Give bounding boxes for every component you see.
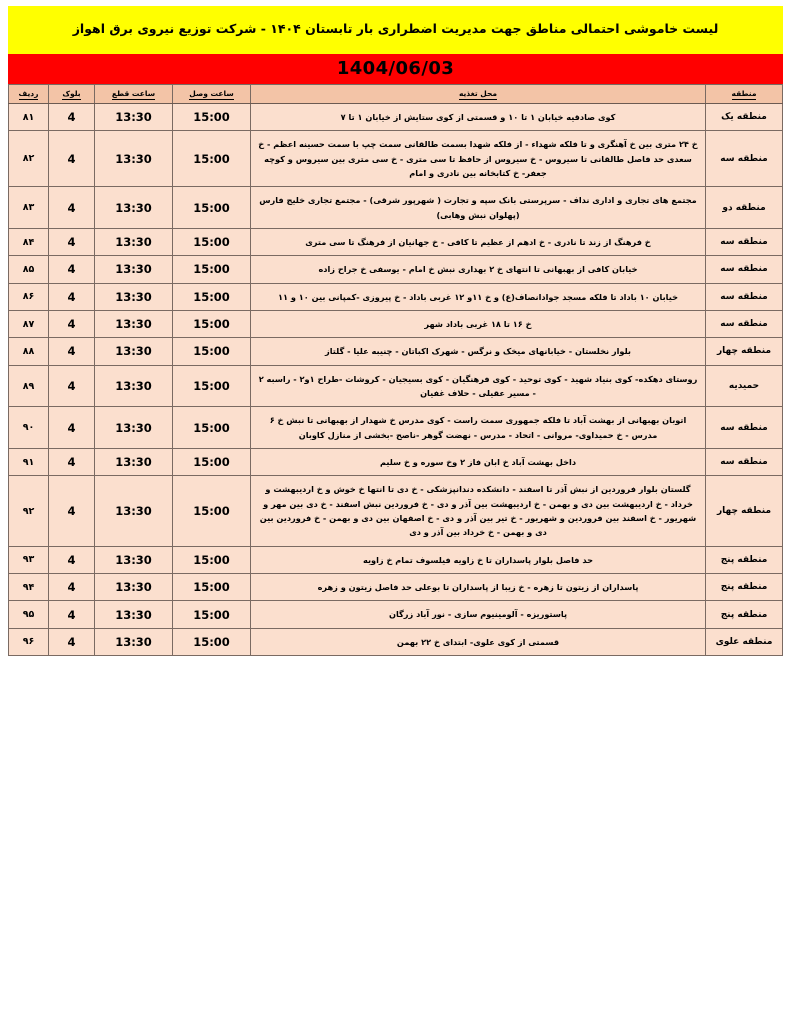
cell-on-time: 15:00 (173, 338, 251, 365)
cell-on-time: 15:00 (173, 131, 251, 187)
cell-row-number: ۸۱ (9, 103, 49, 130)
cell-block: 4 (49, 338, 95, 365)
table-row (9, 365, 783, 407)
cell-region: منطقه چهار (706, 338, 783, 365)
cell-row-number: ۸۷ (9, 310, 49, 337)
cell-feed: روستای دهکده- کوی بنیاد شهید - کوی توحید - کوی فرهنگیان - کوی بسیجیان - کروشات -طراح ۱و۲ - راسبه ۲ - مسیر عقیلی - حلاف غفیان (251, 365, 706, 407)
cell-region: منطقه سه (706, 131, 783, 187)
cell-block: 4 (49, 546, 95, 573)
cell-feed: خ فرهنگ از زند تا نادری - خ ادهم از عظیم تا کافی - خ جهانیان از فرهنگ تا سی متری (251, 228, 706, 255)
cell-row-number: ۹۳ (9, 546, 49, 573)
cell-feed: مجتمع های تجاری و اداری نداف - سرپرستی بانک سپه و تجارت ( شهرپور شرقی) - مجتمع تجاری خلیج فارس (پهلوان نبش وهابی) (251, 187, 706, 229)
table-row (9, 628, 783, 655)
column-header-feed-label: محل تغذیه (458, 88, 498, 98)
table-row (9, 476, 783, 546)
cell-row-number: ۹۵ (9, 601, 49, 628)
cell-region: منطقه پنج (706, 601, 783, 628)
column-header-feed (251, 84, 706, 103)
cell-region: منطقه پنج (706, 546, 783, 573)
cell-off-time: 13:30 (95, 283, 173, 310)
column-header-block (49, 84, 95, 103)
column-header-off-time-label: ساعت قطع (111, 88, 156, 98)
cell-block: 4 (49, 283, 95, 310)
column-header-on-time (173, 84, 251, 103)
cell-feed: خ ۱۶ تا ۱۸ غربی باداد شهر (251, 310, 706, 337)
cell-block: 4 (49, 574, 95, 601)
cell-on-time: 15:00 (173, 228, 251, 255)
cell-row-number: ۹۲ (9, 476, 49, 546)
cell-feed: گلستان بلوار فروردین از نبش آذر تا اسفند - دانشکده دندانپزشکی - خ دی تا انتها خ خوش و خ اردیبهشت و خرداد - خ اردیبهشت بین دی و بهمن - خ اردیبهشت بین آذر و دی - خ فروردین نبش اسفند - خ دی بین مهر و شهریور - خ اسفند بین فروردین و شهریور - خ تیر بین آذر و دی - خ اصفهان بین دی و بهمن - خ فروردین بین دی و بهمن - خ خرداد بین آذر و دی (251, 476, 706, 546)
table-row (9, 256, 783, 283)
table-row (9, 449, 783, 476)
cell-region: منطقه سه (706, 407, 783, 449)
cell-on-time: 15:00 (173, 187, 251, 229)
table-body (9, 103, 783, 655)
cell-off-time: 13:30 (95, 228, 173, 255)
table-row (9, 574, 783, 601)
table-header (9, 84, 783, 103)
cell-off-time: 13:30 (95, 449, 173, 476)
table-row (9, 103, 783, 130)
cell-block: 4 (49, 407, 95, 449)
cell-region: منطقه دو (706, 187, 783, 229)
cell-on-time: 15:00 (173, 283, 251, 310)
cell-on-time: 15:00 (173, 103, 251, 130)
cell-row-number: ۸۳ (9, 187, 49, 229)
cell-feed: حد فاصل بلوار پاسداران تا خ زاویه فیلسوف تمام خ زاویه (251, 546, 706, 573)
table-row (9, 407, 783, 449)
column-header-on-time-label: ساعت وصل (189, 88, 234, 98)
cell-on-time: 15:00 (173, 628, 251, 655)
cell-row-number: ۸۲ (9, 131, 49, 187)
cell-on-time: 15:00 (173, 476, 251, 546)
cell-off-time: 13:30 (95, 131, 173, 187)
cell-on-time: 15:00 (173, 546, 251, 573)
table-row (9, 187, 783, 229)
column-header-row-number-label: ردیف (18, 88, 39, 98)
cell-feed: خیابان کافی از بهبهانی تا انتهای خ ۲ بهداری نبش خ امام - یوسفی خ جراح زاده (251, 256, 706, 283)
cell-on-time: 15:00 (173, 310, 251, 337)
cell-feed: بلوار نخلستان - خیابانهای میخک و نرگس - شهرک اکباتان - چنیبه علیا - گلتاز (251, 338, 706, 365)
column-header-region-label: منطقه (731, 88, 757, 98)
column-header-off-time (95, 84, 173, 103)
cell-row-number: ۸۵ (9, 256, 49, 283)
cell-off-time: 13:30 (95, 601, 173, 628)
cell-region: منطقه سه (706, 256, 783, 283)
cell-region: حمیدیه (706, 365, 783, 407)
cell-off-time: 13:30 (95, 103, 173, 130)
cell-feed: خ ۲۴ متری بین خ آهنگری و تا فلکه شهداء - از فلکه شهدا بسمت طالقانی سمت چپ با سمت حسینه اعظم - خ سعدی حد فاصل طالقانی تا سیروس - خ سیروس از حافظ تا سی متری - خ سی متری بین سیروس و کوچه جعفر- خ کتابخانه بین نادری و امام (251, 131, 706, 187)
cell-off-time: 13:30 (95, 338, 173, 365)
cell-feed: پاسداران از زیتون تا زهره - خ زیبا از پاسداران تا بوعلی حد فاصل زیتون و زهره (251, 574, 706, 601)
cell-row-number: ۸۸ (9, 338, 49, 365)
cell-row-number: ۸۹ (9, 365, 49, 407)
table-row (9, 601, 783, 628)
cell-block: 4 (49, 449, 95, 476)
cell-block: 4 (49, 131, 95, 187)
cell-block: 4 (49, 103, 95, 130)
cell-feed: قسمتی از کوی علوی- ابتدای خ ۲۲ بهمن (251, 628, 706, 655)
cell-off-time: 13:30 (95, 628, 173, 655)
table-row (9, 283, 783, 310)
cell-off-time: 13:30 (95, 256, 173, 283)
column-header-block-label: بلوک (62, 88, 81, 98)
cell-row-number: ۹۶ (9, 628, 49, 655)
cell-feed: اتوبان بهبهانی از بهشت آباد تا فلکه جمهوری سمت راست - کوی مدرس خ شهدار از بهبهانی تا نبش خ ۶ مدرس - خ حمیداوی- مروانی - اتحاد - مدرس - نهضت گوهر -ناصح -بخشی از منازل کاوبان (251, 407, 706, 449)
cell-on-time: 15:00 (173, 449, 251, 476)
cell-region: منطقه چهار (706, 476, 783, 546)
cell-on-time: 15:00 (173, 256, 251, 283)
cell-off-time: 13:30 (95, 365, 173, 407)
cell-row-number: ۸۶ (9, 283, 49, 310)
cell-on-time: 15:00 (173, 601, 251, 628)
cell-off-time: 13:30 (95, 574, 173, 601)
cell-feed: پاستوریزه - آلومینیوم سازی - نور آباد زرگان (251, 601, 706, 628)
cell-on-time: 15:00 (173, 407, 251, 449)
outage-table (8, 84, 783, 656)
cell-off-time: 13:30 (95, 546, 173, 573)
cell-row-number: ۹۰ (9, 407, 49, 449)
cell-on-time: 15:00 (173, 365, 251, 407)
table-row (9, 310, 783, 337)
cell-block: 4 (49, 601, 95, 628)
cell-region: منطقه سه (706, 283, 783, 310)
table-row (9, 228, 783, 255)
table-row (9, 338, 783, 365)
cell-feed: داخل بهشت آباد خ ابان فاز ۲ وخ سوره و خ سلیم (251, 449, 706, 476)
cell-block: 4 (49, 365, 95, 407)
cell-off-time: 13:30 (95, 310, 173, 337)
cell-feed: کوی صادقیه خیابان ۱ تا ۱۰ و قسمتی از کوی ستایش از خیابان ۱ تا ۷ (251, 103, 706, 130)
cell-row-number: ۹۱ (9, 449, 49, 476)
cell-off-time: 13:30 (95, 407, 173, 449)
cell-block: 4 (49, 476, 95, 546)
cell-off-time: 13:30 (95, 187, 173, 229)
cell-region: منطقه علوی (706, 628, 783, 655)
cell-feed: خیابان ۱۰ باداد تا فلکه مسجد جوادانصاف(ع) و خ ۱۱و ۱۲ غربی باداد - خ پیروزی -کمپانی بین ۱۰ و ۱۱ (251, 283, 706, 310)
cell-region: منطقه پنج (706, 574, 783, 601)
cell-block: 4 (49, 310, 95, 337)
column-header-row-number (9, 84, 49, 103)
cell-block: 4 (49, 187, 95, 229)
cell-region: منطقه یک (706, 103, 783, 130)
cell-region: منطقه سه (706, 449, 783, 476)
cell-block: 4 (49, 628, 95, 655)
cell-block: 4 (49, 256, 95, 283)
cell-region: منطقه سه (706, 310, 783, 337)
cell-row-number: ۹۴ (9, 574, 49, 601)
table-header-row (9, 84, 783, 103)
cell-block: 4 (49, 228, 95, 255)
column-header-region (706, 84, 783, 103)
table-row (9, 131, 783, 187)
cell-row-number: ۸۴ (9, 228, 49, 255)
cell-off-time: 13:30 (95, 476, 173, 546)
cell-region: منطقه سه (706, 228, 783, 255)
cell-on-time: 15:00 (173, 574, 251, 601)
page-title: لیست خاموشی احتمالی مناطق جهت مدیریت اضطراری بار تابستان ۱۴۰۴ - شرکت توزیع نیروی برق اهواز (8, 6, 783, 54)
table-row (9, 546, 783, 573)
schedule-date-banner: 1404/06/03 (8, 54, 783, 84)
